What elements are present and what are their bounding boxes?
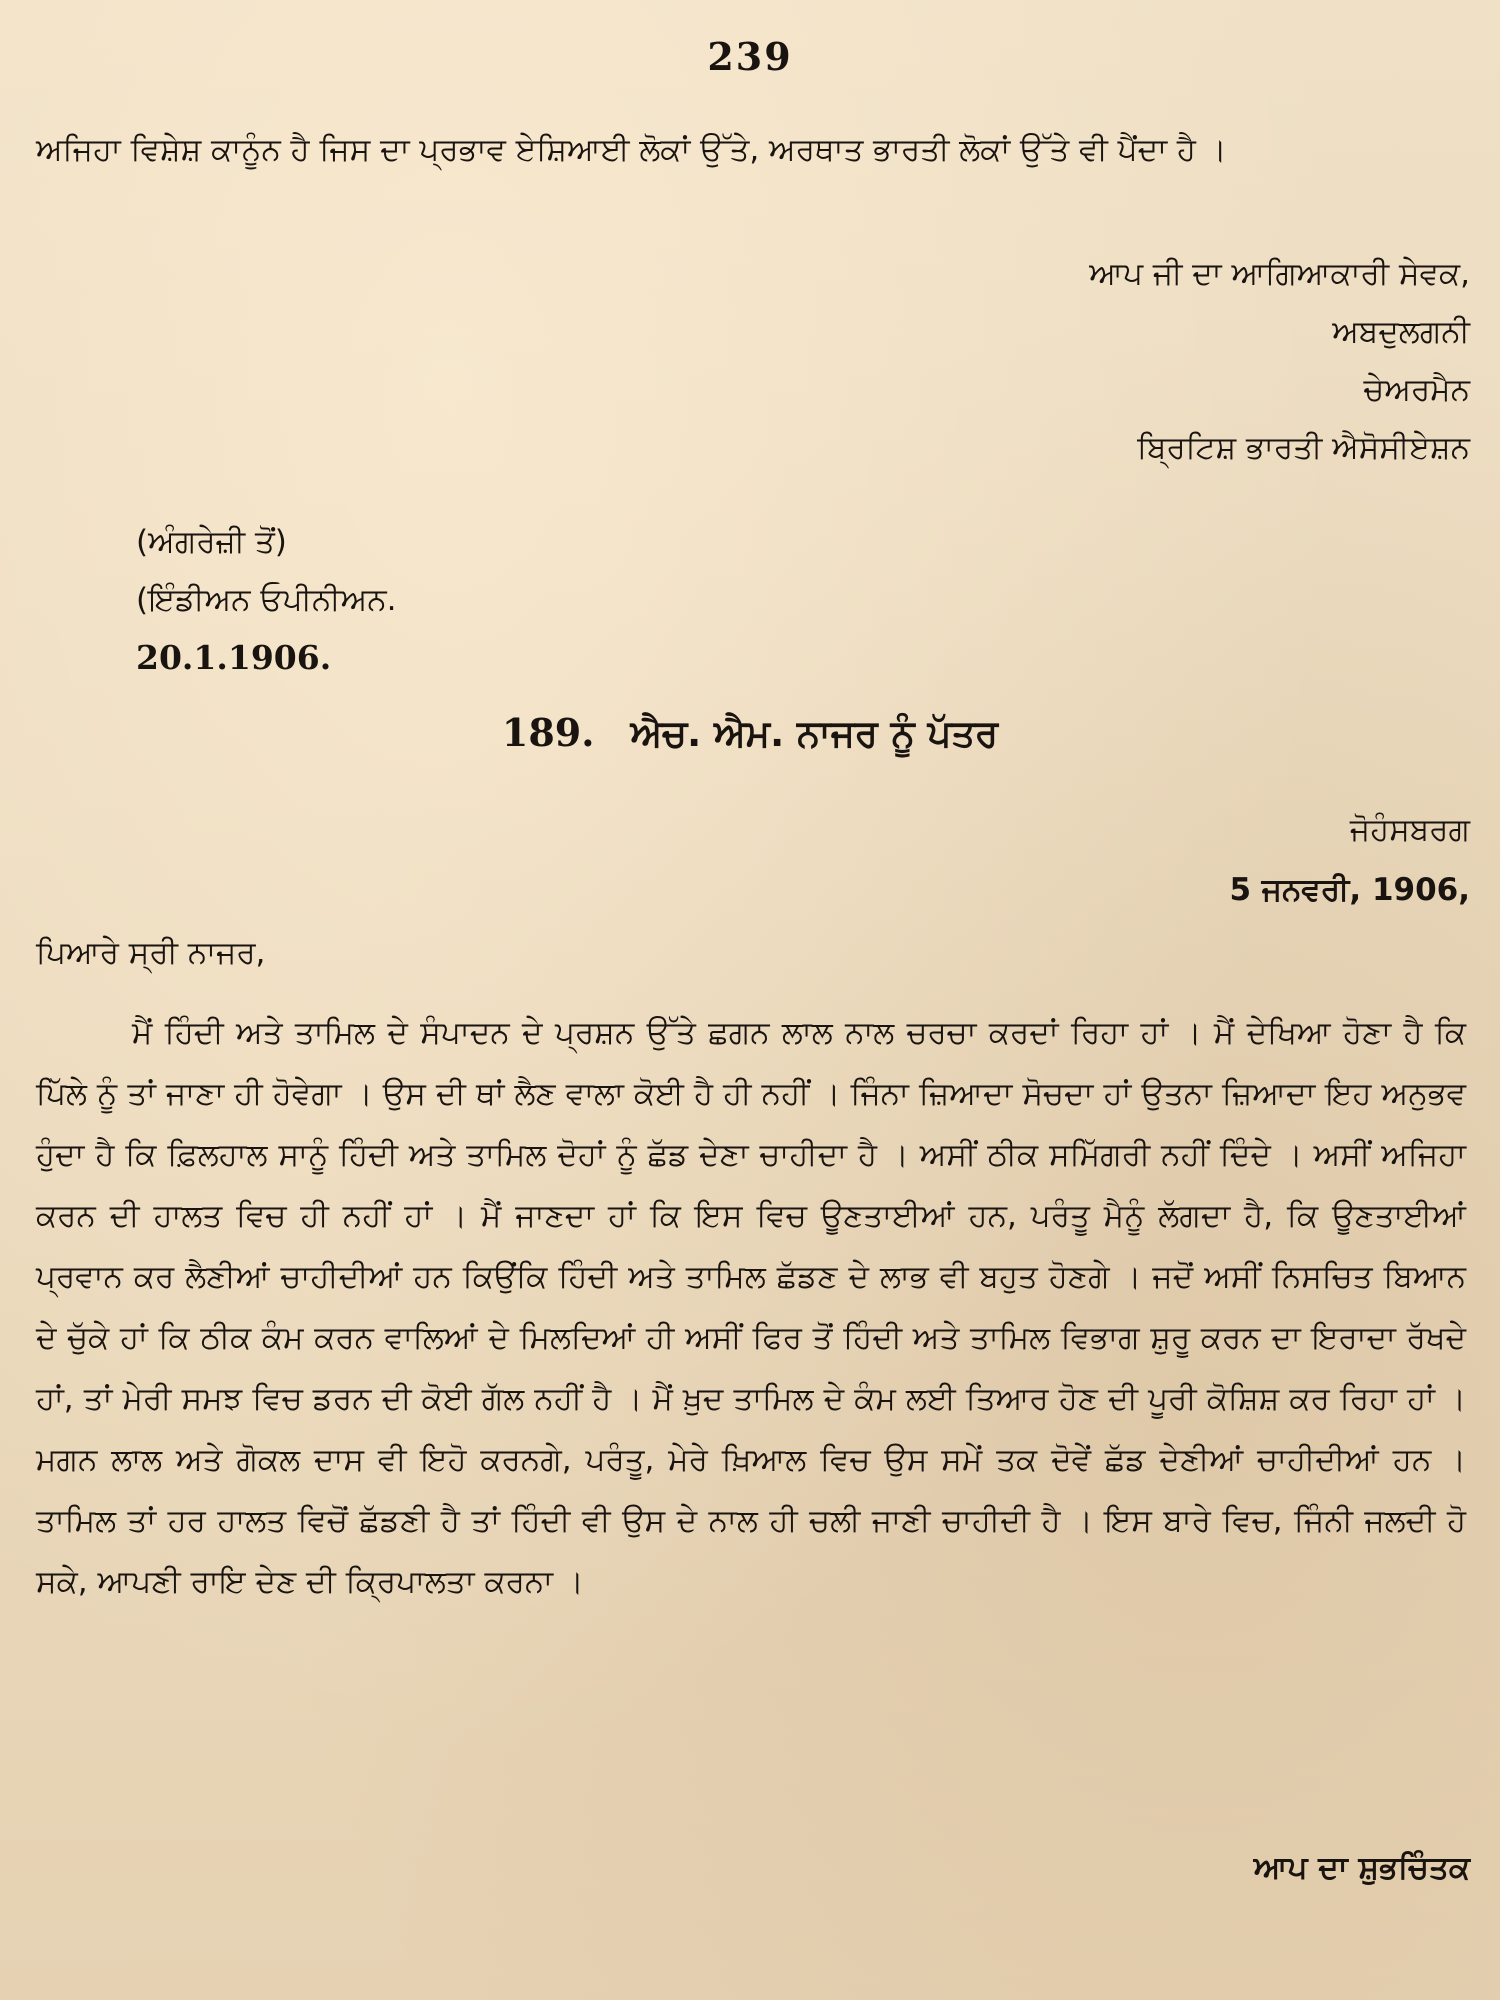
letter-title: ਐਚ. ਐਮ. ਨਾਜਰ ਨੂੰ ਪੱਤਰ <box>630 712 999 755</box>
letter-place: ਜੋਹੰਸਬਰਗ <box>1349 812 1470 848</box>
signature-title: ਚੇਅਰਮੈਨ <box>1363 372 1470 408</box>
signature-block <box>1089 245 1470 477</box>
source-publication: (ਇੰਡੀਅਨ ਓਪੀਨੀਅਨ. <box>136 582 397 618</box>
source-date: 20.1.1906. <box>136 638 332 677</box>
letter-number: 189. <box>501 710 595 755</box>
signature-closing: ਆਪ ਜੀ ਦਾ ਆਗਿਆਕਾਰੀ ਸੇਵਕ, <box>1089 256 1470 292</box>
letter-place-date <box>1229 800 1470 920</box>
letter-salutation: ਪਿਆਰੇ ਸ੍ਰੀ ਨਾਜਰ, <box>36 935 266 971</box>
opening-paragraph: ਅਜਿਹਾ ਵਿਸ਼ੇਸ਼ ਕਾਨੂੰਨ ਹੈ ਜਿਸ ਦਾ ਪ੍ਰਭਾਵ ਏਸ਼ਿਆਈ ਲੋਕਾਂ ਉੱਤੇ, ਅਰਥਾਤ ਭਾਰਤੀ ਲੋਕਾਂ ਉੱਤੇ ਵੀ ਪੈਂਦਾ ਹੈ । <box>36 132 1227 168</box>
source-citation <box>136 513 397 687</box>
source-translated-from: (ਅੰਗਰੇਜ਼ੀ ਤੋਂ) <box>136 524 287 560</box>
signature-name: ਅਬਦੁਲਗਨੀ <box>1332 314 1470 350</box>
letter-date: 5 ਜਨਵਰੀ, 1906, <box>1229 872 1470 908</box>
signature-organization: ਬ੍ਰਿਟਿਸ਼ ਭਾਰਤੀ ਐਸੋਸੀਏਸ਼ਨ <box>1137 430 1470 466</box>
letter-heading <box>0 710 1500 756</box>
letter-body: ਮੈਂ ਹਿੰਦੀ ਅਤੇ ਤਾਮਿਲ ਦੇ ਸੰਪਾਦਨ ਦੇ ਪ੍ਰਸ਼ਨ ਉੱਤੇ ਛਗਨ ਲਾਲ ਨਾਲ ਚਰਚਾ ਕਰਦਾਂ ਰਿਹਾ ਹਾਂ । ਮੈਂ ਦੇਖਿਆ ਹੋਣਾ ਹੈ ਕਿ ਪਿੱਲੇ ਨੂੰ ਤਾਂ ਜਾਣਾ ਹੀ ਹੋਵੇਗਾ । ਉਸ ਦੀ ਥਾਂ ਲੈਣ ਵਾਲਾ ਕੋਈ ਹੈ ਹੀ ਨਹੀਂ । ਜਿੰਨਾ ਜ਼ਿਆਦਾ ਸੋਚਦਾ ਹਾਂ ਉਤਨਾ ਜ਼ਿਆਦਾ ਇਹ ਅਨੁਭਵ ਹੁੰਦਾ ਹੈ ਕਿ ਫ਼ਿਲਹਾਲ ਸਾਨੂੰ ਹਿੰਦੀ ਅਤੇ ਤਾਮਿਲ ਦੋਹਾਂ ਨੂੰ ਛੱਡ ਦੇਣਾ ਚਾਹੀਦਾ ਹੈ । ਅਸੀਂ ਠੀਕ ਸਮਿੱਗਰੀ ਨਹੀਂ ਦਿੰਦੇ । ਅਸੀਂ ਅਜਿਹਾ ਕਰਨ ਦੀ ਹਾਲਤ ਵਿਚ ਹੀ ਨਹੀਂ ਹਾਂ । ਮੈਂ ਜਾਣਦਾ ਹਾਂ ਕਿ ਇਸ ਵਿਚ ਊਣਤਾਈਆਂ ਹਨ, ਪਰੰਤੂ ਮੈਨੂੰ ਲੱਗਦਾ ਹੈ, ਕਿ ਊਣਤਾਈਆਂ ਪ੍ਰਵਾਨ ਕਰ ਲੈਣੀਆਂ ਚਾਹੀਦੀਆਂ ਹਨ ਕਿਉਂਕਿ ਹਿੰਦੀ ਅਤੇ ਤਾਮਿਲ ਛੱਡਣ ਦੇ ਲਾਭ ਵੀ ਬਹੁਤ ਹੋਣਗੇ । ਜਦੋਂ ਅਸੀਂ ਨਿਸਚਿਤ ਬਿਆਨ ਦੇ ਚੁੱਕੇ ਹਾਂ ਕਿ ਠੀਕ ਕੰਮ ਕਰਨ ਵਾਲਿਆਂ ਦੇ ਮਿਲਦਿਆਂ ਹੀ ਅਸੀਂ ਫਿਰ ਤੋਂ ਹਿੰਦੀ ਅਤੇ ਤਾਮਿਲ ਵਿਭਾਗ ਸ਼ੁਰੂ ਕਰਨ ਦਾ ਇਰਾਦਾ ਰੱਖਦੇ ਹਾਂ, ਤਾਂ ਮੇਰੀ ਸਮਝ ਵਿਚ ਡਰਨ ਦੀ ਕੋਈ ਗੱਲ ਨਹੀਂ ਹੈ । ਮੈਂ ਖ਼ੁਦ ਤਾਮਿਲ ਦੇ ਕੰਮ ਲਈ ਤਿਆਰ ਹੋਣ ਦੀ ਪੂਰੀ ਕੋਸ਼ਿਸ਼ ਕਰ ਰਿਹਾ ਹਾਂ । ਮਗਨ ਲਾਲ ਅਤੇ ਗੋਕਲ ਦਾਸ ਵੀ ਇਹੋ ਕਰਨਗੇ, ਪਰੰਤੂ, ਮੇਰੇ ਖ਼ਿਆਲ ਵਿਚ ਉਸ ਸਮੇਂ ਤਕ ਦੋਵੇਂ ਛੱਡ ਦੇਣੀਆਂ ਚਾਹੀਦੀਆਂ ਹਨ । ਤਾਮਿਲ ਤਾਂ ਹਰ ਹਾਲਤ ਵਿਚੋਂ ਛੱਡਣੀ ਹੈ ਤਾਂ ਹਿੰਦੀ ਵੀ ਉਸ ਦੇ ਨਾਲ ਹੀ ਚਲੀ ਜਾਣੀ ਚਾਹੀਦੀ ਹੈ । ਇਸ ਬਾਰੇ ਵਿਚ, ਜਿੰਨੀ ਜਲਦੀ ਹੋ ਸਕੇ, ਆਪਣੀ ਰਾਇ ਦੇਣ ਦੀ ਕ੍ਰਿਪਾਲਤਾ ਕਰਨਾ । <box>36 1015 1466 1600</box>
letter-closing: ਆਪ ਦਾ ਸ਼ੁਭਚਿੰਤਕ <box>1253 1850 1470 1886</box>
page-number: 239 <box>707 34 793 79</box>
